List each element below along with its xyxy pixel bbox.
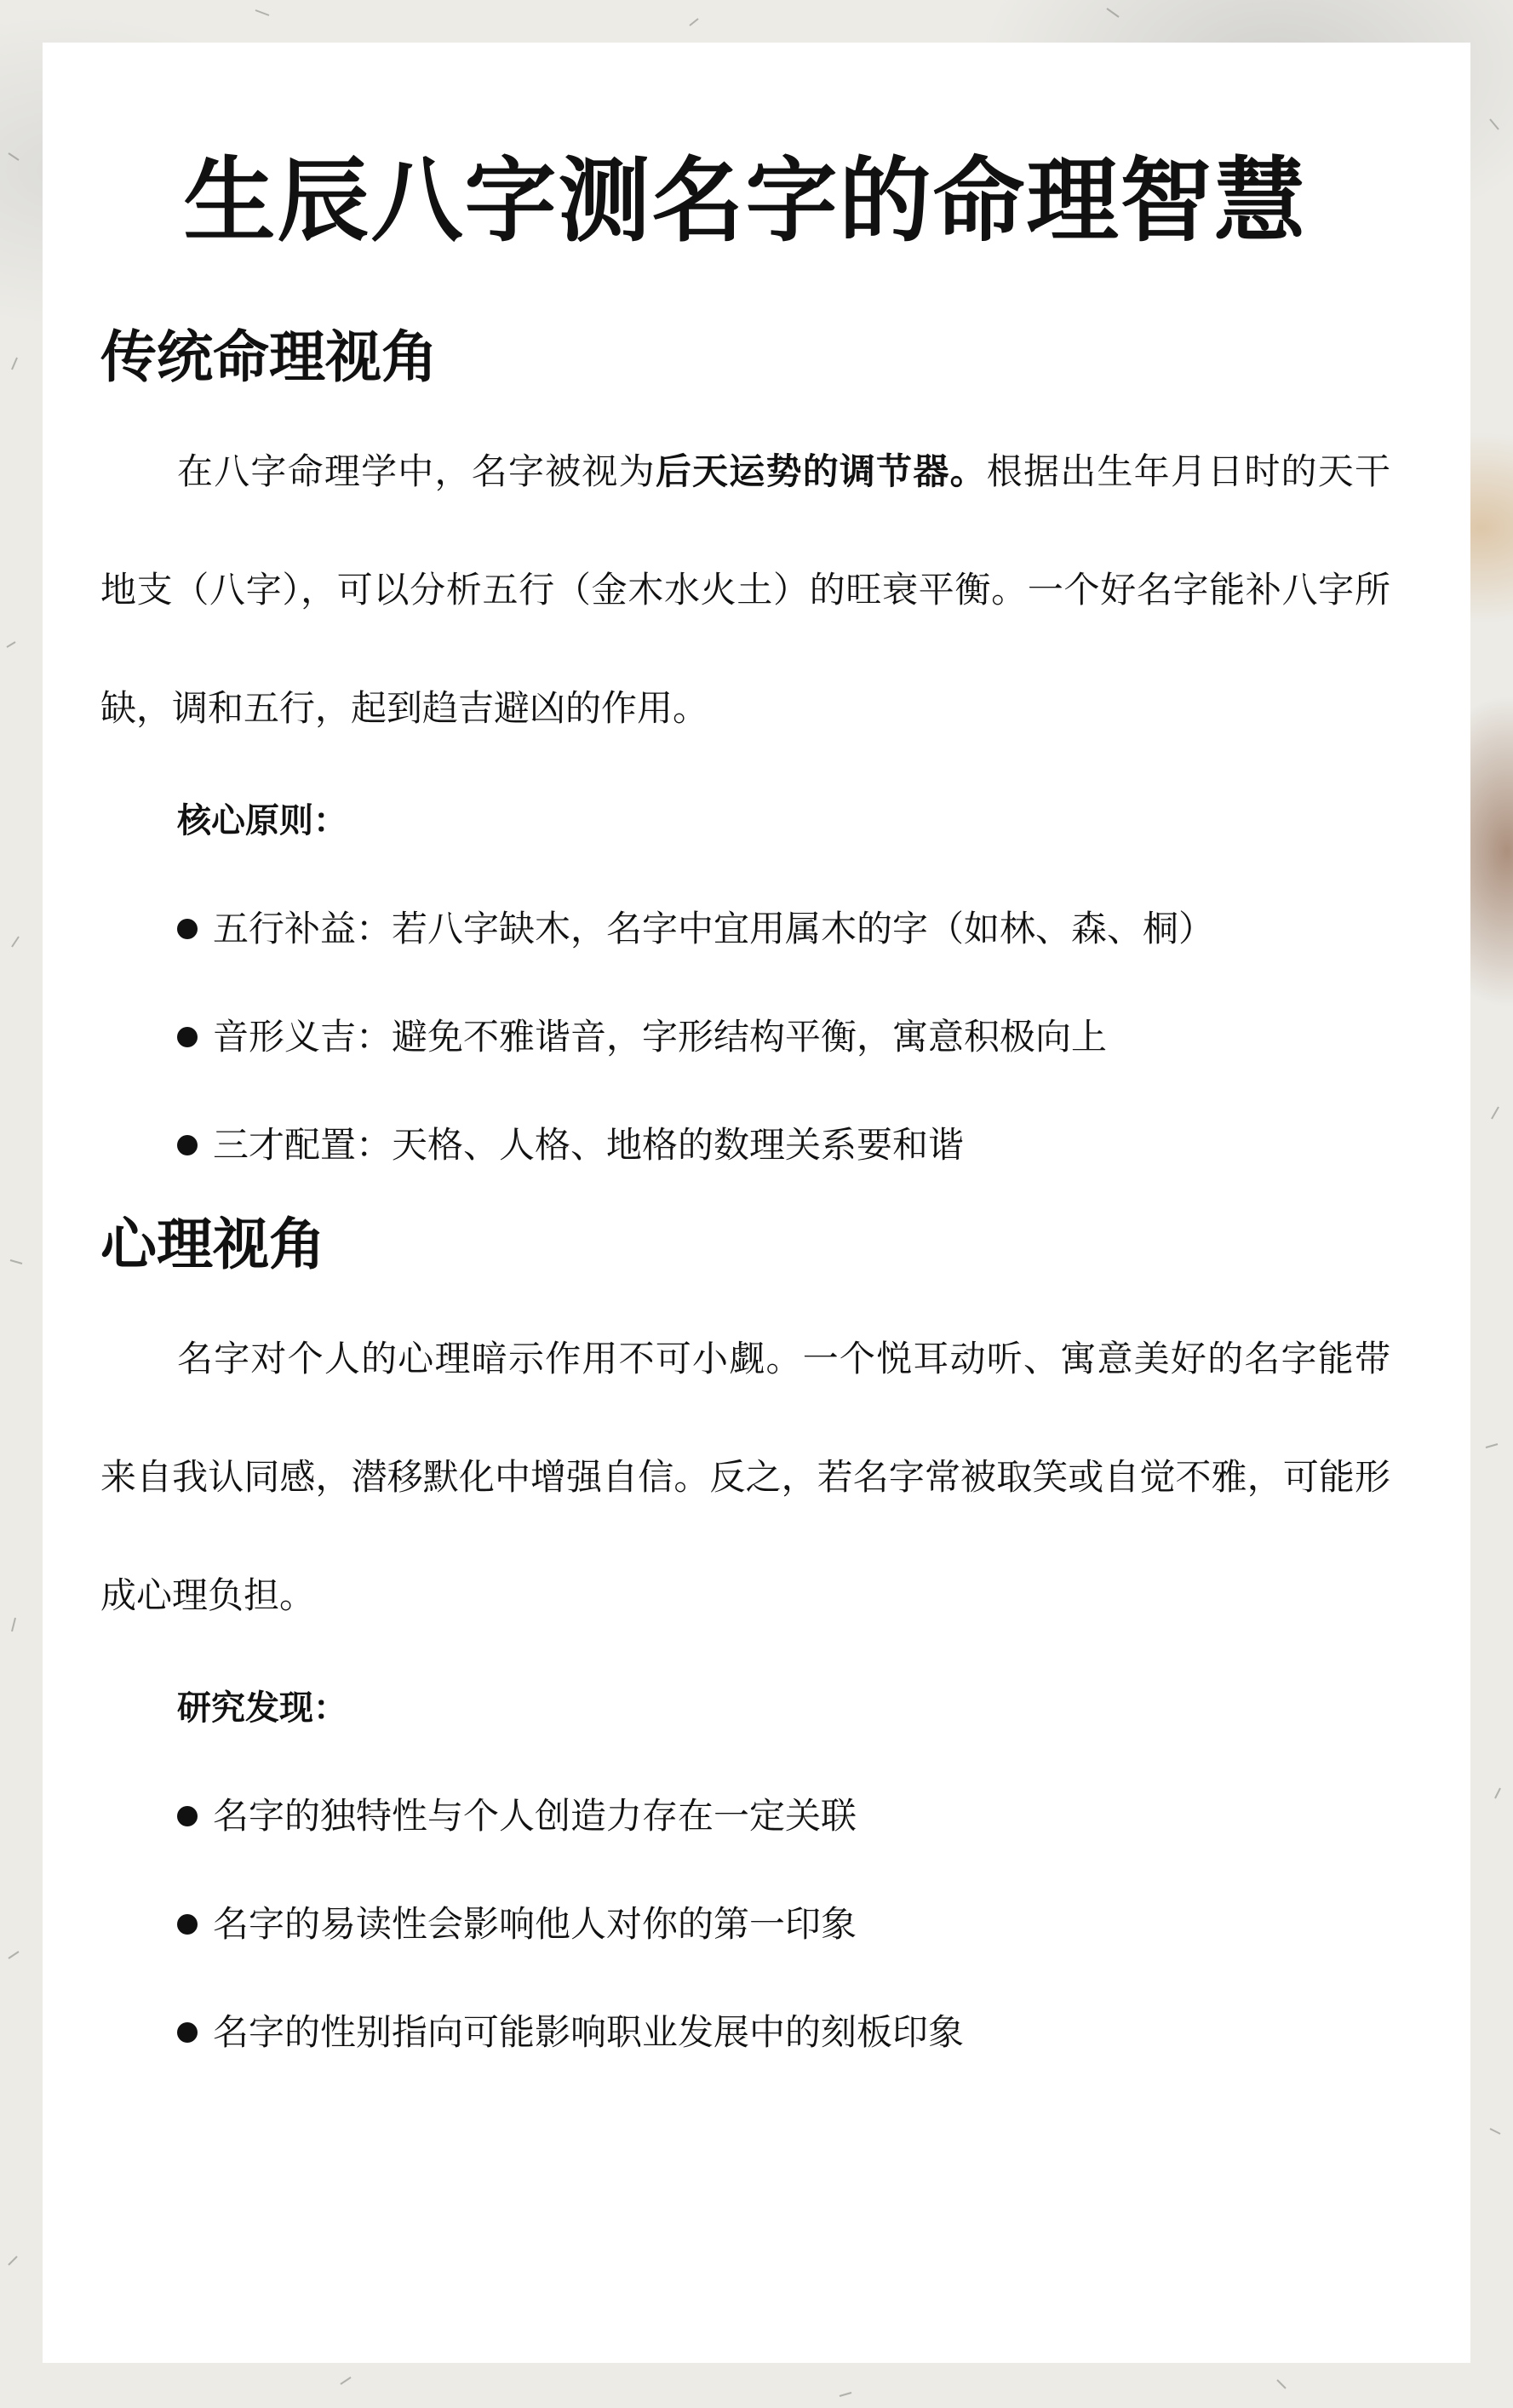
list-item bbox=[177, 1762, 1390, 1870]
bullet-icon bbox=[177, 1806, 198, 1826]
list-item bbox=[177, 874, 1390, 983]
page-title: 生辰八字测名字的命理智慧 bbox=[183, 148, 1308, 255]
list-item bbox=[177, 1091, 1390, 1199]
bullet-icon bbox=[177, 1135, 198, 1155]
core-principles-list bbox=[100, 874, 1390, 1199]
list-item-text: 名字的独特性与个人创造力存在一定关联 bbox=[213, 1795, 857, 1837]
list-item-text: 名字的易读性会影响他人对你的第一印象 bbox=[213, 1903, 857, 1945]
section-traditional-view bbox=[100, 315, 1390, 1199]
paragraph-emphasis: 后天运势的调节器。 bbox=[655, 450, 987, 492]
list-item bbox=[177, 1978, 1390, 2086]
section-heading: 传统命理视角 bbox=[100, 324, 438, 390]
section-psychological-view bbox=[100, 1202, 1390, 2086]
list-item-text: 音形义吉：避免不雅谐音，字形结构平衡，寓意积极向上 bbox=[213, 1016, 1108, 1058]
research-findings-subheading: 研究发现： bbox=[177, 1688, 347, 1728]
article-card bbox=[43, 43, 1470, 2363]
list-item bbox=[177, 1870, 1390, 1978]
bullet-icon bbox=[177, 919, 198, 939]
paragraph-text: 在八字命理学中，名字被视为 bbox=[177, 450, 656, 492]
section-paragraph bbox=[100, 412, 1390, 767]
list-item-text: 名字的性别指向可能影响职业发展中的刻板印象 bbox=[213, 2011, 965, 2053]
section-paragraph: 名字对个人的心理暗示作用不可小觑。一个悦耳动听、寓意美好的名字能带来自我认同感，潜移默化中增强自信。反之，若名字常被取笑或自觉不雅，可能形成心理负担。 bbox=[100, 1338, 1390, 1616]
paragraph-text: 根据出生年月日时的天干地支（八字），可以分析五行（金木水火土）的旺衰平衡。一个好名字能补八字所缺，调和五行，起到趋吉避凶的作用。 bbox=[100, 450, 1390, 729]
bullet-icon bbox=[177, 1027, 198, 1047]
bullet-icon bbox=[177, 2022, 198, 2043]
research-findings-list bbox=[100, 1762, 1390, 2086]
list-item-text: 五行补益：若八字缺木，名字中宜用属木的字（如林、森、桐） bbox=[213, 908, 1215, 949]
list-item-text: 三才配置：天格、人格、地格的数理关系要和谐 bbox=[213, 1124, 965, 1166]
list-item bbox=[177, 983, 1390, 1091]
bullet-icon bbox=[177, 1914, 198, 1935]
core-principles-subheading: 核心原则： bbox=[177, 801, 347, 840]
section-heading: 心理视角 bbox=[100, 1212, 325, 1277]
